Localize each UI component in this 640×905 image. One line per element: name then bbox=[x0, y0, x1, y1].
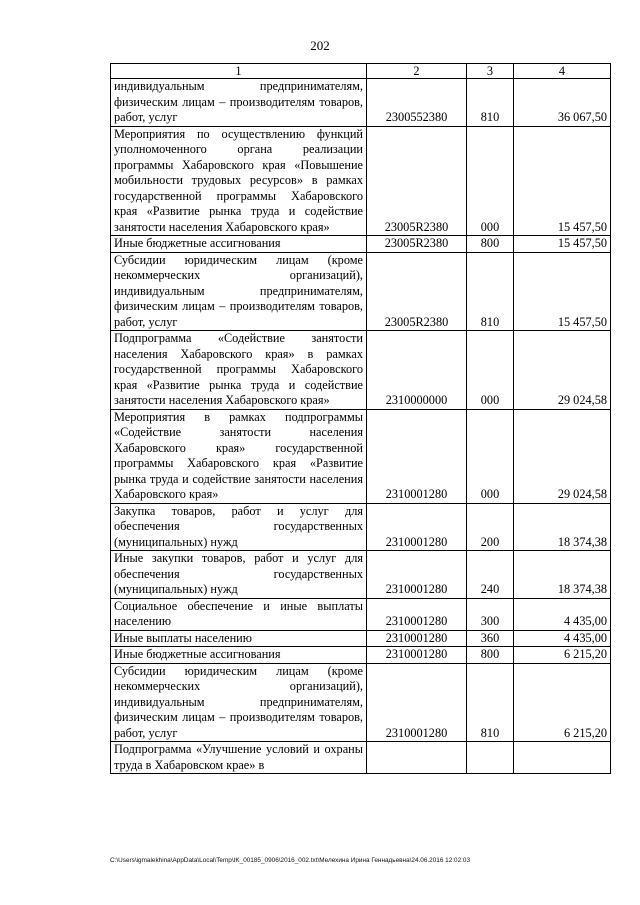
row-code: 23005R2380 bbox=[367, 252, 467, 331]
row-amount: 18 374,38 bbox=[514, 503, 611, 551]
row-description: Мероприятия в рамках подпрограммы «Содействие занятости населения Хабаровского края» государственной программы Хабаровского края «Развитие рынка труда и содействие занятости населения Хабаровского края» bbox=[111, 409, 367, 503]
row-description: Закупка товаров, работ и услуг для обеспечения государственных (муниципальных) нужд bbox=[111, 503, 367, 551]
row-code: 2310001280 bbox=[367, 551, 467, 599]
table-header-row bbox=[111, 64, 611, 79]
column-header: 4 bbox=[514, 64, 611, 79]
table-row bbox=[111, 252, 611, 331]
row-amount: 18 374,38 bbox=[514, 551, 611, 599]
row-description: индивидуальным предпринимателям, физическим лицам – производителям товаров, работ, услуг bbox=[111, 79, 367, 127]
table-row bbox=[111, 551, 611, 599]
row-code: 23005R2380 bbox=[367, 126, 467, 236]
column-header: 2 bbox=[367, 64, 467, 79]
table-row bbox=[111, 630, 611, 647]
row-description: Субсидии юридическим лицам (кроме некоммерческих организаций), индивидуальным предпринимателям, физическим лицам – производителям товаров, работ, услуг bbox=[111, 252, 367, 331]
row-type: 200 bbox=[467, 503, 514, 551]
row-amount: 4 435,00 bbox=[514, 598, 611, 630]
row-amount: 15 457,50 bbox=[514, 236, 611, 253]
row-amount bbox=[514, 742, 611, 774]
row-type: 240 bbox=[467, 551, 514, 599]
table-row bbox=[111, 409, 611, 503]
row-code: 2310001280 bbox=[367, 503, 467, 551]
row-description: Иные выплаты населению bbox=[111, 630, 367, 647]
column-header: 1 bbox=[111, 64, 367, 79]
row-description: Субсидии юридическим лицам (кроме некоммерческих организаций), индивидуальным предпринимателям, физическим лицам – производителям товаров, работ, услуг bbox=[111, 663, 367, 742]
row-type: 810 bbox=[467, 252, 514, 331]
table-row bbox=[111, 742, 611, 774]
row-type bbox=[467, 742, 514, 774]
row-amount: 15 457,50 bbox=[514, 252, 611, 331]
row-code: 2310001280 bbox=[367, 630, 467, 647]
row-code: 2310001280 bbox=[367, 598, 467, 630]
table-row bbox=[111, 647, 611, 664]
row-description: Подпрограмма «Улучшение условий и охраны труда в Хабаровском крае» в bbox=[111, 742, 367, 774]
row-code bbox=[367, 742, 467, 774]
row-code: 2310001280 bbox=[367, 409, 467, 503]
row-description: Иные бюджетные ассигнования bbox=[111, 236, 367, 253]
row-type: 810 bbox=[467, 79, 514, 127]
row-code: 2300552380 bbox=[367, 79, 467, 127]
row-amount: 29 024,58 bbox=[514, 331, 611, 410]
table-row bbox=[111, 503, 611, 551]
row-code: 2310000000 bbox=[367, 331, 467, 410]
table-row bbox=[111, 663, 611, 742]
table-row bbox=[111, 236, 611, 253]
row-description: Подпрограмма «Содействие занятости населения Хабаровского края» в рамках государственной программы Хабаровского края «Развитие рынка труда и содействие занятости населения Хабаровского края» bbox=[111, 331, 367, 410]
row-code: 23005R2380 bbox=[367, 236, 467, 253]
row-amount: 29 024,58 bbox=[514, 409, 611, 503]
row-amount: 6 215,20 bbox=[514, 647, 611, 664]
row-type: 000 bbox=[467, 331, 514, 410]
row-amount: 36 067,50 bbox=[514, 79, 611, 127]
column-header: 3 bbox=[467, 64, 514, 79]
page-number: 202 bbox=[310, 38, 330, 53]
file-path-footer: C:\Users\igmalekhina\AppData\Local\Temp\IK_00185_0906\2016_002.txt\Мелехина Ирина Геннадьевна\24.06.2016 12:02:03 bbox=[110, 857, 471, 864]
row-code: 2310001280 bbox=[367, 647, 467, 664]
table-row bbox=[111, 79, 611, 127]
row-type: 800 bbox=[467, 647, 514, 664]
budget-table bbox=[110, 63, 611, 774]
row-description: Иные бюджетные ассигнования bbox=[111, 647, 367, 664]
table-row bbox=[111, 126, 611, 236]
row-type: 300 bbox=[467, 598, 514, 630]
table-row bbox=[111, 331, 611, 410]
table-row bbox=[111, 598, 611, 630]
row-code: 2310001280 bbox=[367, 663, 467, 742]
row-type: 000 bbox=[467, 126, 514, 236]
row-description: Социальное обеспечение и иные выплаты населению bbox=[111, 598, 367, 630]
row-amount: 4 435,00 bbox=[514, 630, 611, 647]
row-amount: 15 457,50 bbox=[514, 126, 611, 236]
row-type: 800 bbox=[467, 236, 514, 253]
row-description: Иные закупки товаров, работ и услуг для обеспечения государственных (муниципальных) нужд bbox=[111, 551, 367, 599]
row-amount: 6 215,20 bbox=[514, 663, 611, 742]
row-type: 810 bbox=[467, 663, 514, 742]
row-type: 360 bbox=[467, 630, 514, 647]
row-description: Мероприятия по осуществлению функций уполномоченного органа реализации программы Хабаровского края «Повышение мобильности трудовых ресурсов» в рамках государственной программы Хабаровского края «Развитие рынка труда и содействие занятости населения Хабаровского края» bbox=[111, 126, 367, 236]
row-type: 000 bbox=[467, 409, 514, 503]
